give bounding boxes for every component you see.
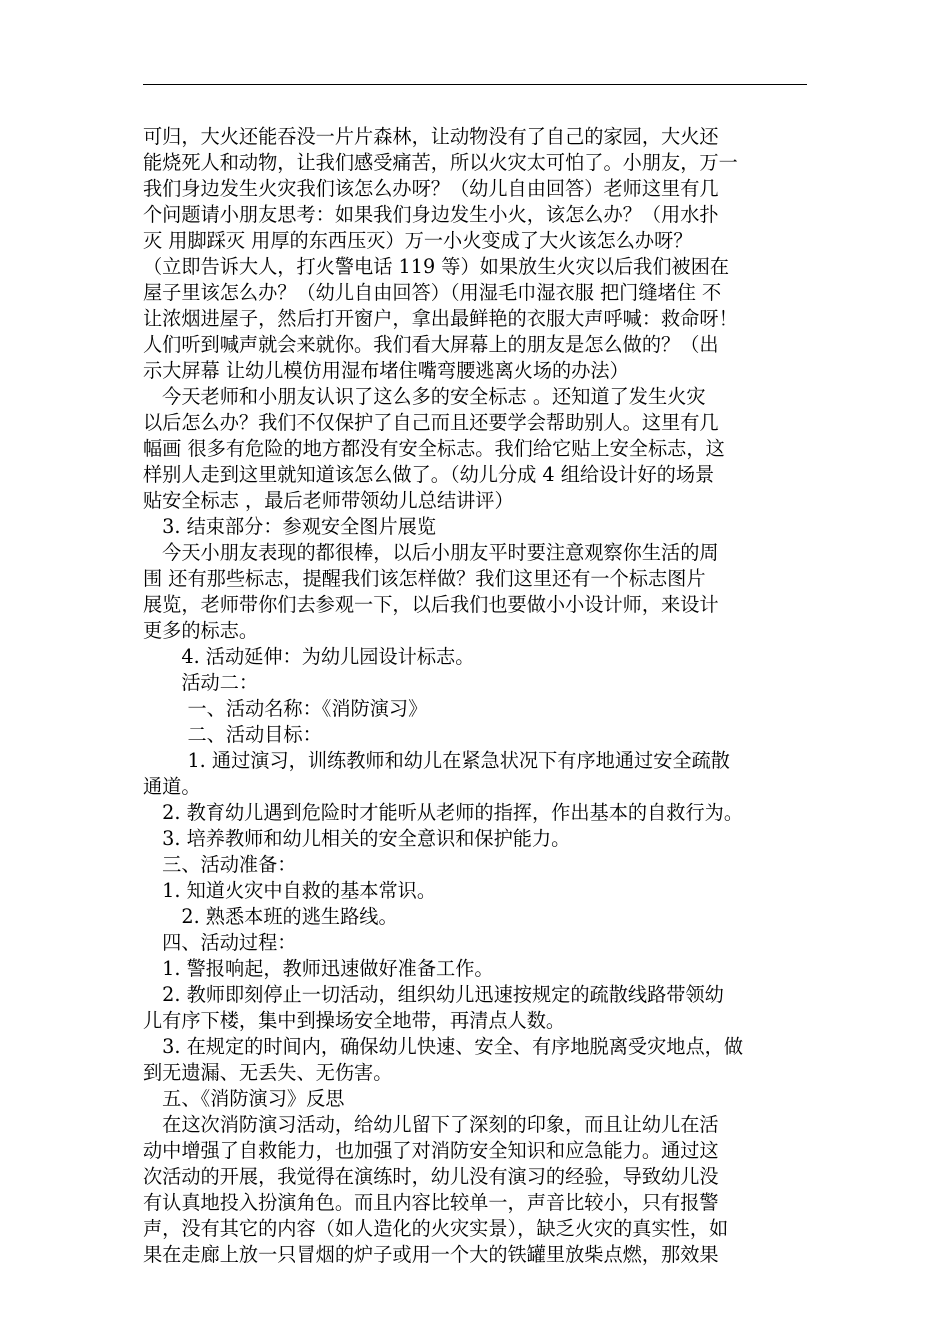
header-rule <box>143 84 807 85</box>
text-line: 果在走廊上放一只冒烟的炉子或用一个大的铁罐里放柴点燃，那效果 <box>143 1243 719 1266</box>
section-heading: 活动二： <box>143 671 259 694</box>
section-heading: 3. 结束部分：参观安全图片展览 <box>143 515 437 538</box>
document-body <box>143 124 843 1268</box>
text-line: 个问题请小朋友思考：如果我们身边发生小火，该怎么办？（用水扑 <box>143 203 719 226</box>
list-item: 3. 在规定的时间内，确保幼儿快速、安全、有序地脱离受灾地点，做 <box>143 1035 744 1058</box>
text-line: 在这次消防演习活动，给幼儿留下了深刻的印象，而且让幼儿在活 <box>143 1113 719 1136</box>
list-item: 1. 警报响起，教师迅速做好准备工作。 <box>143 957 494 980</box>
list-item: 1. 知道火灾中自救的基本常识。 <box>143 879 437 902</box>
text-line: 以后怎么办？我们不仅保护了自己而且还要学会帮助别人。这里有几 <box>143 411 719 434</box>
text-line: 灭 用脚踩灭 用厚的东西压灭）万一小火变成了大火该怎么办呀？ <box>143 229 693 252</box>
text-line: 屋子里该怎么办？（幼儿自由回答）（用湿毛巾湿衣服 把门缝堵住 不 <box>143 281 722 304</box>
text-line: 有认真地投入扮演角色。而且内容比较单一，声音比较小，只有报警 <box>143 1191 719 1214</box>
text-line: 让浓烟进屋子，然后打开窗户，拿出最鲜艳的衣服大声呼喊：救命呀！ <box>143 307 738 330</box>
list-item: 3. 培养教师和幼儿相关的安全意识和保护能力。 <box>143 827 571 850</box>
text-line: 示大屏幕 让幼儿模仿用湿布堵住嘴弯腰逃离火场的办法） <box>143 359 629 382</box>
text-line: 动中增强了自救能力，也加强了对消防安全知识和应急能力。通过这 <box>143 1139 719 1162</box>
list-item: 2. 教师即刻停止一切活动，组织幼儿迅速按规定的疏散线路带领幼 <box>143 983 724 1006</box>
text-line: 可归，大火还能吞没一片片森林，让动物没有了自己的家园，大火还 <box>143 125 719 148</box>
text-line: 我们身边发生火灾我们该怎么办呀？（幼儿自由回答）老师这里有几 <box>143 177 719 200</box>
text-line: 声，没有其它的内容（如人造化的火灾实景），缺乏火灾的真实性，如 <box>143 1217 729 1240</box>
section-heading: 四、活动过程： <box>143 931 297 954</box>
text-line: 展览，老师带你们去参观一下，以后我们也要做小小设计师，来设计 <box>143 593 719 616</box>
text-line: 通道。 <box>143 775 201 798</box>
text-line: 幅画 很多有危险的地方都没有安全标志。我们给它贴上安全标志，这 <box>143 437 725 460</box>
section-heading: 一、活动名称：《消防演习》 <box>143 697 428 720</box>
text-line: 儿有序下楼，集中到操场安全地带，再清点人数。 <box>143 1009 566 1032</box>
list-item: 2. 教育幼儿遇到危险时才能听从老师的指挥，作出基本的自救行为。 <box>143 801 744 824</box>
text-line: 今天小朋友表现的都很棒，以后小朋友平时要注意观察你生活的周 <box>143 541 719 564</box>
section-heading: 二、活动目标： <box>143 723 322 746</box>
text-line: 围 还有那些标志，提醒我们该怎样做？我们这里还有一个标志图片 <box>143 567 706 590</box>
text-line: 今天老师和小朋友认识了这么多的安全标志 。还知道了发生火灾 <box>143 385 706 408</box>
section-heading: 五、《消防演习》反思 <box>143 1087 345 1110</box>
text-line: 人们听到喊声就会来就你。我们看大屏幕上的朋友是怎么做的？（出 <box>143 333 719 356</box>
text-line: 到无遗漏、无丢失、无伤害。 <box>143 1061 393 1084</box>
text-line: 能烧死人和动物，让我们感受痛苦，所以火灾太可怕了。小朋友，万一 <box>143 151 738 174</box>
text-line: 次活动的开展，我觉得在演练时，幼儿没有演习的经验，导致幼儿没 <box>143 1165 719 1188</box>
text-line: （立即告诉大人，打火警电话 119 等）如果放生火灾以后我们被困在 <box>143 255 730 278</box>
list-item: 1. 通过演习，训练教师和幼儿在紧急状况下有序地通过安全疏散 <box>143 749 730 772</box>
text-line: 样别人走到这里就知道该怎么做了。（幼儿分成 4 组给设计好的场景 <box>143 463 715 486</box>
section-heading: 三、活动准备： <box>143 853 297 876</box>
list-item: 2. 熟悉本班的逃生路线。 <box>143 905 398 928</box>
text-line: 贴安全标志 ，最后老师带领幼儿总结讲评） <box>143 489 514 512</box>
text-line: 更多的标志。 <box>143 619 259 642</box>
section-heading: 4. 活动延伸：为幼儿园设计标志。 <box>143 645 475 668</box>
